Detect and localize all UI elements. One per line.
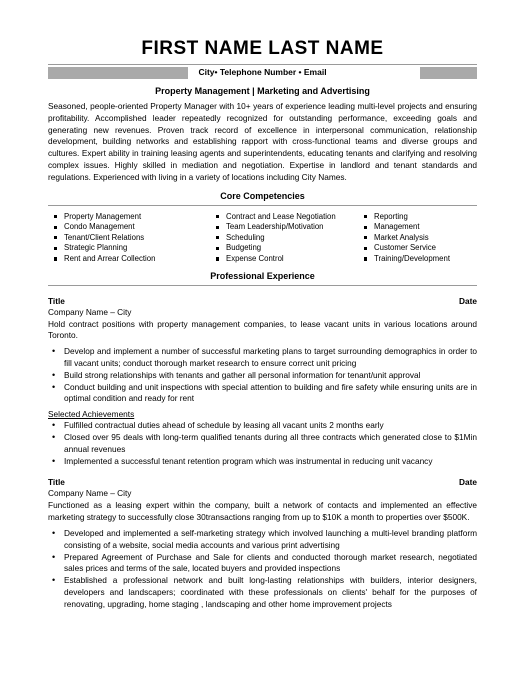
competency-item: Team Leadership/Motivation [216,222,364,233]
competency-item: Market Analysis [364,233,464,244]
job-bullet: • Conduct building and unit inspections with special attention to building and fire safety while ensuring units are in optimal condition and ready for rent [48,382,477,406]
competency-item: Tenant/Client Relations [54,233,216,244]
achievement-bullet: • Fulfilled contractual duties ahead of schedule by leasing all vacant units 2 months early [48,420,477,432]
competencies-column-2 [216,212,364,265]
job-date: Date [459,295,477,306]
competencies-column-1 [54,212,216,265]
job-bullet: • Established a professional network and built long-lasting relationships with builders, interior designers, developers and landscapers; coordinated with these professionals on clients' behalf for the purposes of renovating, upgrading, home staging , landscaping and other home improvement projects [48,575,477,610]
achievements-list [48,420,477,467]
competency-item: Scheduling [216,233,364,244]
contact-line: City• Telephone Number • Email [198,67,327,77]
job-bullet: • Build strong relationships with tenants and gather all personal information for tenant/unit approval [48,370,477,382]
competencies-column-3 [364,212,464,265]
summary-paragraph: Seasoned, people-oriented Property Manager with 10+ years of experience leading multi-level projects and ensuring profitability. Accomplished leader repeatedly recognized for outstanding performance, exceeding goals and generating new revenues. Proven track record of excellence in interpersonal communication, relationship development, building networks and establishing rapport with cross-functional teams and diverse groups and cultures. Expert ability in training leasing agents and superintendents, educating tenants and clarifying and resolving complex issues. Highly skilled in mediation and negotiation. Expertise in landlord and tenant standards and regulations. Experienced with living in a variety of locations including City Names. [48,101,477,182]
section-divider [48,205,477,206]
competency-item: Management [364,222,464,233]
achievement-bullet: • Closed over 95 deals with long-term qualified tenants during all three contracts which generated close to $1Min annual revenues [48,432,477,456]
professional-headline: Property Management | Marketing and Advertising [155,86,370,96]
contact-bar [48,64,477,79]
core-competencies-title: Core Competencies [220,190,305,201]
candidate-name: FIRST NAME LAST NAME [141,38,384,59]
job-company: Company Name – City [48,306,132,317]
job-bullets [48,528,477,611]
job-title: Title [48,477,65,488]
competency-item: Training/Development [364,254,464,265]
competencies-list [48,212,477,265]
competency-item: Budgeting [216,243,364,254]
job-description: Hold contract positions with property management companies, to lease vacant units in various locations around Toronto. [48,318,477,341]
competency-item: Customer Service [364,243,464,254]
job-bullets [48,346,477,405]
job-header [48,296,477,307]
section-divider [48,285,477,286]
job-header [48,477,477,488]
job-bullet: • Prepared Agreement of Purchase and Sale for clients and conducted thorough market research, negotiated sales prices and terms of the sale, located buyers and provided inspections [48,552,477,576]
competency-item: Rent and Arrear Collection [54,254,216,265]
job-bullet: • Developed and implemented a self-marketing strategy which involved launching a multi-level branding platform consisting of a website, social media accounts and various print advertising [48,528,477,552]
contact-bar-right-shade [420,67,477,79]
competency-item: Property Management [54,212,216,223]
achievement-bullet: • Implemented a successful tenant retention program which was instrumental in reducing unit vacancy [48,456,477,468]
job-description: Functioned as a leasing expert within the company, built a network of contacts and implemented an effective marketing strategy to successfully close 30transactions ranging from up to $10K a month to properties over $500K. [48,500,477,523]
achievements-heading: Selected Achievements [48,409,135,420]
competency-item: Contract and Lease Negotiation [216,212,364,223]
job-title: Title [48,295,65,306]
competency-item: Expense Control [216,254,364,265]
competency-item: Strategic Planning [54,243,216,254]
contact-bar-left-shade [48,67,188,79]
job-bullet: • Develop and implement a number of successful marketing plans to target surrounding demographics in order to fill vacant units; conduct thorough market research to ensure correct unit pricing [48,346,477,370]
experience-title: Professional Experience [210,270,315,281]
job-date: Date [459,477,477,488]
competency-item: Reporting [364,212,464,223]
competency-item: Condo Management [54,222,216,233]
job-company: Company Name – City [48,488,132,499]
